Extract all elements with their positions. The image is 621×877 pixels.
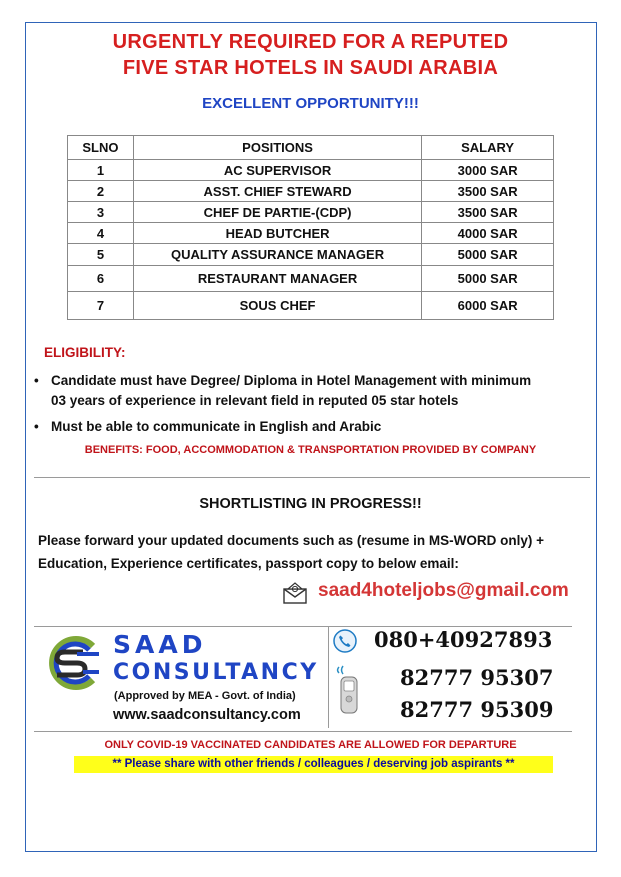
company-logo [43,632,103,699]
covid-notice: ONLY COVID-19 VACCINATED CANDIDATES ARE ALLOWED FOR DEPARTURE [104,739,517,751]
row-slno: 7 [68,292,134,320]
divider [34,477,590,478]
mobile-number-1[interactable]: 82777 95307 [400,665,554,690]
row-position: SOUS CHEF [133,292,421,320]
eligibility-item-line2: 03 years of experience in relevant field in reputed 05 star hotels [51,393,459,408]
header-positions: POSITIONS [133,136,421,160]
row-salary: 3000 SAR [422,160,554,181]
row-position: ASST. CHIEF STEWARD [133,181,421,202]
bullet-icon: • [34,419,39,434]
positions-table [67,135,554,320]
apply-instructions [38,529,598,575]
poster-title-line2: FIVE STAR HOTELS IN SAUDI ARABIA [122,57,499,79]
row-position: HEAD BUTCHER [133,223,421,244]
benefits-text: BENEFITS: FOOD, ACCOMMODATION & TRANSPORTATION PROVIDED BY COMPANY [84,444,537,456]
row-position: CHEF DE PARTIE-(CDP) [133,202,421,223]
row-slno: 5 [68,244,134,266]
row-salary: 6000 SAR [422,292,554,320]
table-header-row [68,136,554,160]
eligibility-item [34,371,531,411]
eligibility-item-text: Must be able to communicate in English and Arabic [51,419,382,434]
row-slno: 4 [68,223,134,244]
contact-divider [328,626,329,728]
email-envelope-icon [283,582,307,609]
table-row [68,223,554,244]
share-banner: ** Please share with other friends / colleagues / deserving job aspirants ** [74,756,553,773]
landline-number[interactable]: 080+40927893 [374,627,553,652]
company-name-suffix: CONSULTANCY [113,660,319,685]
phone-call-icon [333,629,357,658]
row-slno: 6 [68,266,134,292]
table-row [68,266,554,292]
poster-title-line1: URGENTLY REQUIRED FOR A REPUTED [112,31,509,53]
eligibility-item [34,417,381,437]
shortlisting-heading: SHORTLISTING IN PROGRESS!! [199,496,422,512]
mobile-phone-icon [333,665,363,722]
bullet-icon: • [34,373,39,388]
company-website[interactable]: www.saadconsultancy.com [113,707,301,723]
row-position: RESTAURANT MANAGER [133,266,421,292]
company-approval: (Approved by MEA - Govt. of India) [114,690,296,702]
table-row [68,202,554,223]
apply-line2: Education, Experience certificates, passport copy to below email: [38,556,459,571]
email-address[interactable]: saad4hoteljobs@gmail.com [318,580,569,601]
row-salary: 5000 SAR [422,244,554,266]
table-row [68,160,554,181]
eligibility-heading: ELIGIBILITY: [44,345,126,360]
row-slno: 1 [68,160,134,181]
row-salary: 4000 SAR [422,223,554,244]
table-row [68,292,554,320]
apply-line1: Please forward your updated documents such as (resume in MS-WORD only) + [38,533,544,548]
header-slno: SLNO [68,136,134,160]
mobile-number-2[interactable]: 82777 95309 [400,697,554,722]
poster-subtitle: EXCELLENT OPPORTUNITY!!! [202,95,419,112]
table-row [68,244,554,266]
eligibility-item-line1: Candidate must have Degree/ Diploma in Hotel Management with minimum [51,373,532,388]
row-slno: 2 [68,181,134,202]
row-salary: 3500 SAR [422,181,554,202]
divider [34,731,572,732]
row-salary: 3500 SAR [422,202,554,223]
row-position: AC SUPERVISOR [133,160,421,181]
row-slno: 3 [68,202,134,223]
row-salary: 5000 SAR [422,266,554,292]
header-salary: SALARY [422,136,554,160]
row-position: QUALITY ASSURANCE MANAGER [133,244,421,266]
company-name: SAAD [113,630,207,659]
table-row [68,181,554,202]
